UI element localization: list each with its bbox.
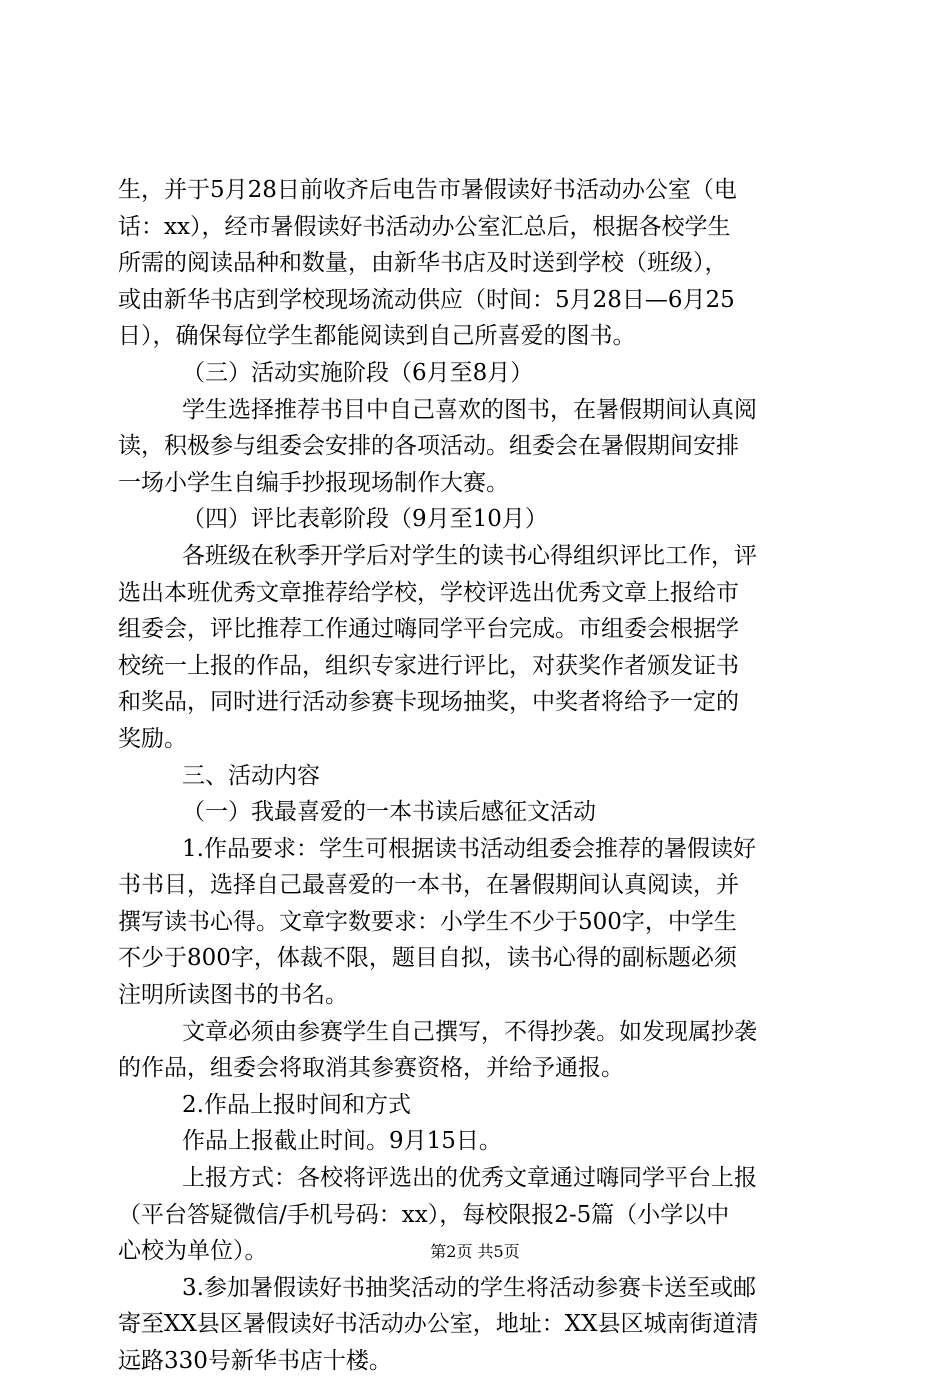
paragraph-start: 上报方式：各校将评选出的优秀文章通过嗨同学平台上报 xyxy=(182,1165,757,1192)
paragraph-start: 3.参加暑假读好书抽奖活动的学生将活动参赛卡送至或邮 xyxy=(182,1274,756,1301)
text-line: 不少于800字，体裁不限，题目自拟，读书心得的副标题必须 xyxy=(118,945,737,972)
text-line: 生，并于5月28日前收齐后电告市暑假读好书活动办公室（电 xyxy=(118,177,737,203)
section-heading: 三、活动内容 xyxy=(182,762,320,789)
text-line: 或由新华书店到学校现场流动供应（时间：5月28日—6月25 xyxy=(118,286,735,313)
section-heading: 2.作品上报时间和方式 xyxy=(182,1091,411,1118)
text-line: 奖励。 xyxy=(118,725,187,752)
section-heading: （三）活动实施阶段（6月至8月） xyxy=(182,359,534,386)
text-line: 选出本班优秀文章推荐给学校，学校评选出优秀文章上报给市 xyxy=(118,579,739,606)
text-line: 和奖品，同时进行活动参赛卡现场抽奖，中奖者将给予一定的 xyxy=(118,689,739,716)
text-line: 组委会，评比推荐工作通过嗨同学平台完成。市组委会根据学 xyxy=(118,616,739,643)
text-line: 远路330号新华书店十楼。 xyxy=(118,1348,392,1374)
text-line: 寄至XX县区暑假读好书活动办公室，地址：XX县区城南街道清 xyxy=(118,1311,759,1338)
text-line: 读，积极参与组委会安排的各项活动。组委会在暑假期间安排 xyxy=(118,433,739,460)
paragraph-start: 作品上报截止时间。9月15日。 xyxy=(182,1128,502,1155)
text-line: 心校为单位）。 xyxy=(118,1238,268,1265)
text-line: 日），确保每位学生都能阅读到自己所喜爱的图书。 xyxy=(118,323,636,350)
section-heading: （一）我最喜爱的一本书读后感征文活动 xyxy=(182,799,596,826)
text-line: 撰写读书心得。文章字数要求：小学生不少于500字，中学生 xyxy=(118,908,737,935)
text-line: 一场小学生自编手抄报现场制作大赛。 xyxy=(118,469,509,496)
text-line: （平台答疑微信/手机号码：xx），每校限报2-5篇（小学以中 xyxy=(118,1201,730,1228)
paragraph-start: 学生选择推荐书目中自己喜欢的图书，在暑假期间认真阅 xyxy=(182,396,757,423)
text-line: 话：xx），经市暑假读好书活动办公室汇总后，根据各校学生 xyxy=(118,213,731,240)
page-number-footer: 第2页 共5页 xyxy=(430,1242,520,1261)
paragraph-start: 各班级在秋季开学后对学生的读书心得组织评比工作，评 xyxy=(182,542,757,569)
text-line: 所需的阅读品种和数量，由新华书店及时送到学校（班级）， xyxy=(118,250,728,277)
text-line: 校统一上报的作品，组织专家进行评比，对获奖作者颁发证书 xyxy=(118,652,739,679)
text-line: 书书目，选择自己最喜爱的一本书，在暑假期间认真阅读，并 xyxy=(118,872,739,899)
text-line: 注明所读图书的书名。 xyxy=(118,982,348,1009)
paragraph-start: 文章必须由参赛学生自己撰写，不得抄袭。如发现属抄袭 xyxy=(182,1018,757,1045)
text-line: 的作品，组委会将取消其参赛资格，并给予通报。 xyxy=(118,1055,624,1082)
paragraph-start: 1.作品要求：学生可根据读书活动组委会推荐的暑假读好 xyxy=(182,835,756,862)
body-text xyxy=(118,172,830,1380)
section-heading: （四）评比表彰阶段（9月至10月） xyxy=(182,506,548,533)
